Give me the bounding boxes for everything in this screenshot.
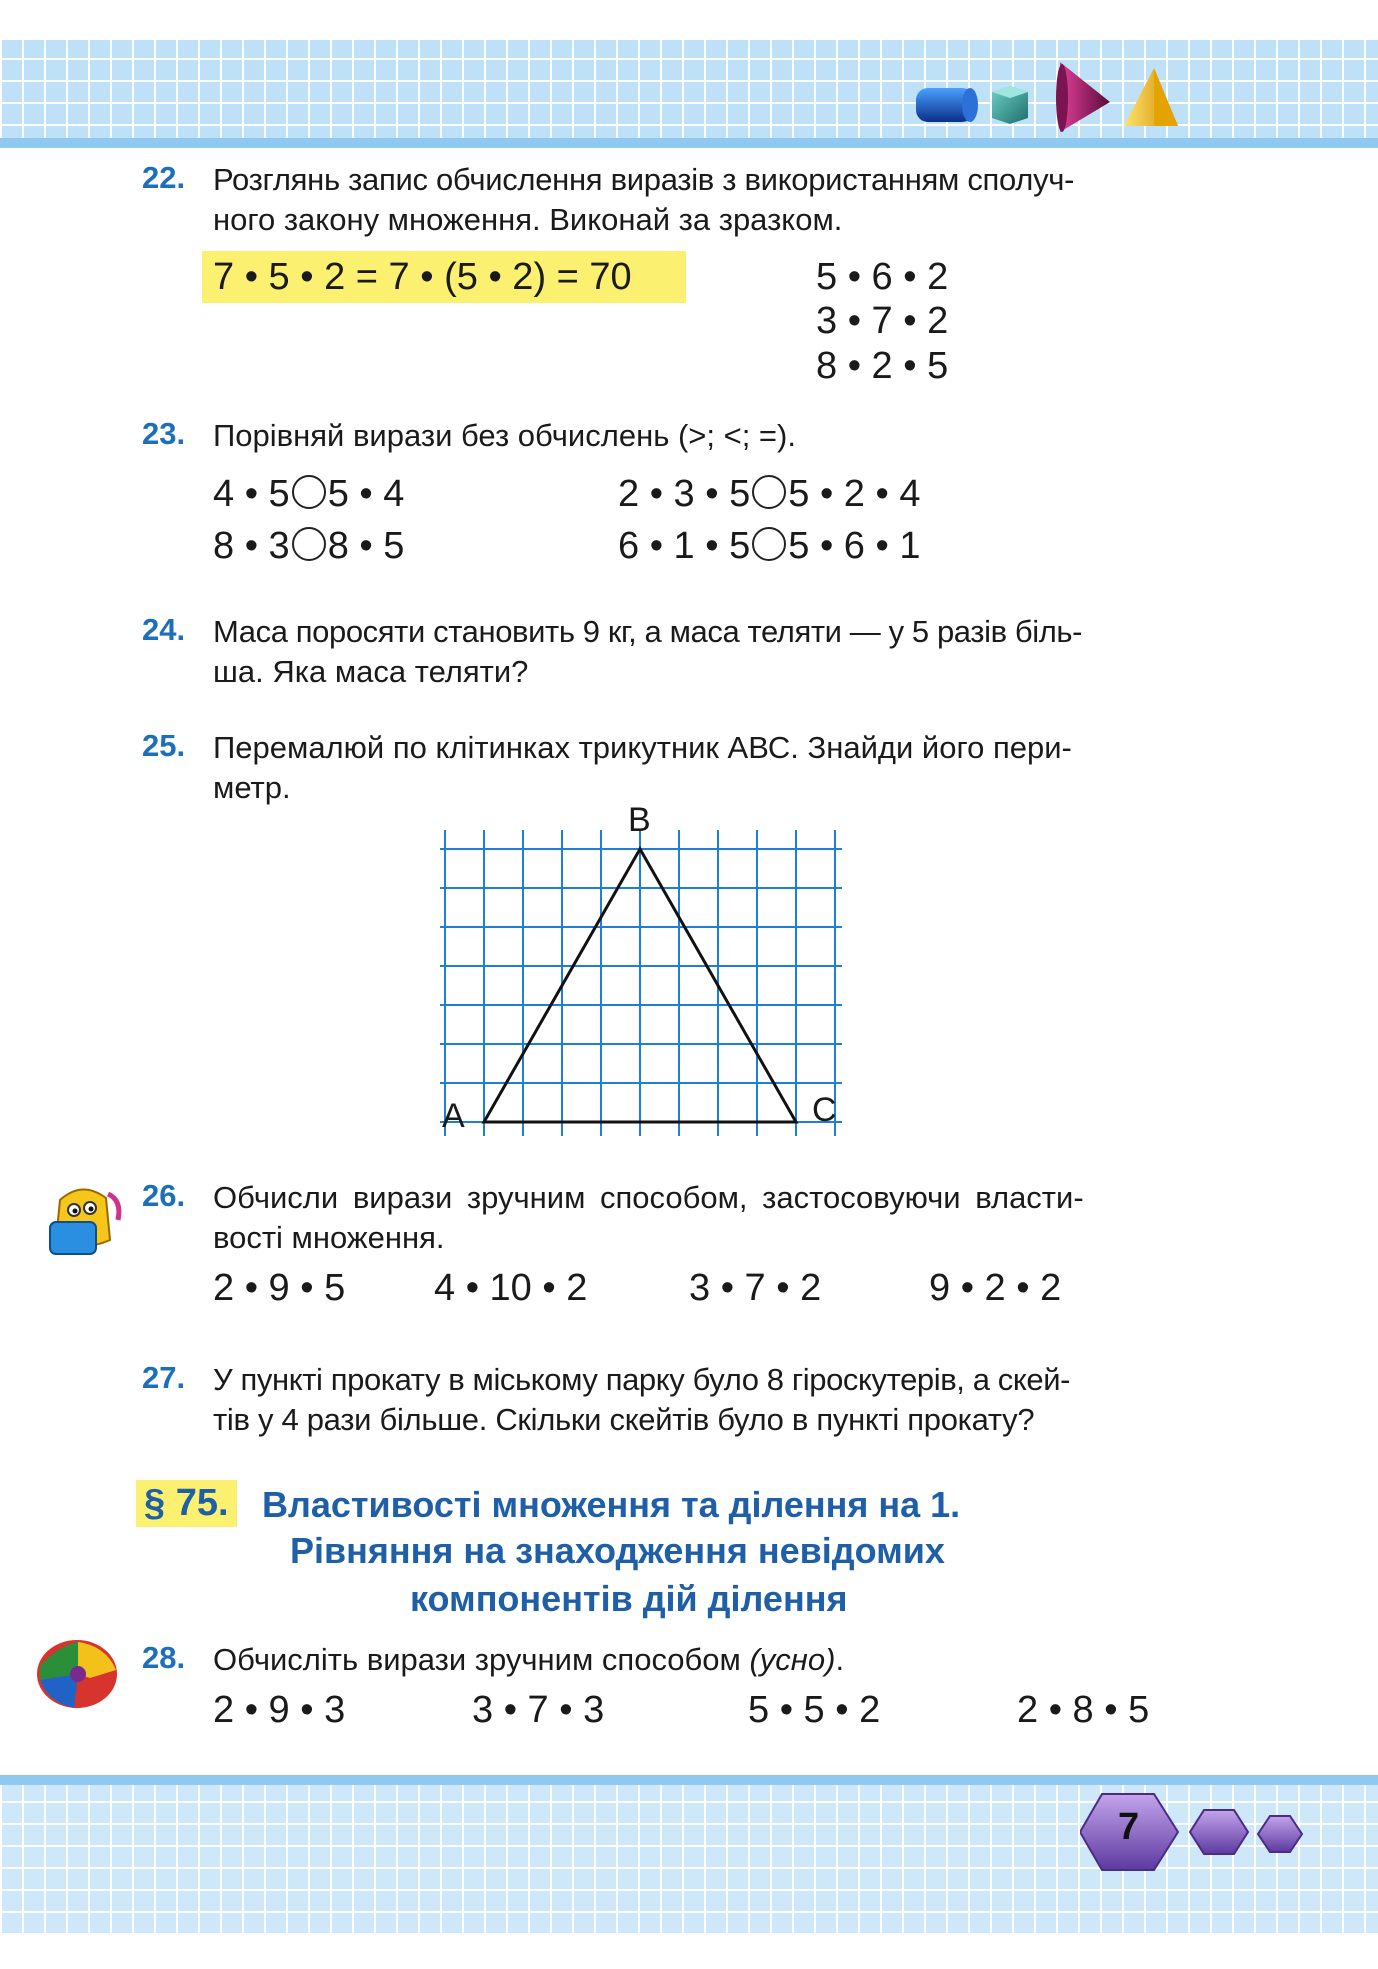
exercise-27-text-line2: тів у 4 рази більше. Скільки скейтів було в пункті прокату? [213, 1402, 1035, 1437]
exercise-25-text-line2: метр. [213, 770, 291, 805]
exercise-28-note: (усно) [749, 1642, 836, 1677]
comparison-right: 5 • 6 • 1 [788, 525, 921, 567]
exercise-25-number: 25. [142, 728, 186, 763]
exercise-26-text-line1: Обчисли вирази зручним способом, застосовуючи власти- [213, 1180, 1084, 1215]
exercise-28-period: . [835, 1642, 845, 1677]
comparison-circle[interactable] [292, 527, 326, 561]
exercise-28-text [213, 1640, 844, 1680]
comparison-circle[interactable] [292, 475, 326, 509]
exercise-28-item: 5 • 5 • 2 [748, 1689, 881, 1731]
comparison-row [618, 524, 921, 568]
exercise-26-item: 9 • 2 • 2 [929, 1267, 1062, 1309]
exercise-28-item: 3 • 7 • 3 [472, 1689, 605, 1731]
exercise-27-text-line1: У пункті прокату в міському парку було 8 гіроскутерів, а скей- [213, 1362, 1071, 1397]
exercise-22-item: 3 • 7 • 2 [816, 300, 949, 342]
exercise-28-text-main: Обчисліть вирази зручним способом [213, 1642, 741, 1677]
comparison-right: 5 • 2 • 4 [788, 473, 921, 515]
exercise-24-text-line2: ша. Яка маса теляти? [213, 654, 529, 689]
exercise-28-item: 2 • 8 • 5 [1017, 1689, 1150, 1731]
comparison-left: 8 • 3 [213, 525, 290, 567]
section-title-line2: Рівняння на знаходження невідомих [290, 1530, 945, 1571]
grid-lines [440, 830, 842, 1136]
vertex-label-c: C [812, 1091, 837, 1129]
comparison-left: 4 • 5 [213, 473, 290, 515]
exercise-22-number: 22. [142, 160, 186, 195]
puzzle-ball-icon [34, 1636, 120, 1712]
exercise-27-number: 27. [142, 1360, 186, 1395]
geometric-shapes-icon [912, 58, 1182, 138]
comparison-left: 6 • 1 • 5 [618, 525, 751, 567]
exercise-24-text-line1: Маса поросяти становить 9 кг, а маса теляти — у 5 разів біль- [213, 614, 1083, 649]
vertex-label-a: A [442, 1097, 465, 1135]
comparison-circle[interactable] [752, 527, 786, 561]
exercise-24-number: 24. [142, 612, 186, 647]
exercise-22-text-line1: Розглянь запис обчислення виразів з використанням сполуч- [213, 162, 1075, 197]
exercise-28-item: 2 • 9 • 3 [213, 1689, 346, 1731]
exercise-26-item: 4 • 10 • 2 [434, 1267, 588, 1309]
section-title-line3: компонентів дій ділення [410, 1578, 848, 1619]
comparison-right: 8 • 5 [327, 525, 405, 567]
hexagon-icon [1080, 1788, 1320, 1878]
exercise-22-item: 5 • 6 • 2 [816, 256, 949, 298]
comparison-circle[interactable] [752, 475, 786, 509]
exercise-22-item: 8 • 2 • 5 [816, 345, 949, 387]
exercise-23-number: 23. [142, 416, 186, 451]
exercise-23-text: Порівняй вирази без обчислень (>; <; =). [213, 418, 796, 453]
exercise-26-item: 3 • 7 • 2 [689, 1267, 822, 1309]
vertex-label-b: B [628, 801, 651, 839]
exercise-28-number: 28. [142, 1640, 186, 1675]
section-number: § 75. [136, 1480, 237, 1527]
exercise-26-item: 2 • 9 • 5 [213, 1267, 346, 1309]
comparison-right: 5 • 4 [327, 473, 405, 515]
comparison-left: 2 • 3 • 5 [618, 473, 751, 515]
exercise-22-text-line2: ного закону множення. Виконай за зразком. [213, 202, 843, 237]
page-number: 7 [1118, 1806, 1140, 1848]
comparison-row [213, 472, 404, 516]
exercise-26-number: 26. [142, 1178, 186, 1213]
backpack-mascot-icon [42, 1180, 126, 1260]
comparison-row [618, 472, 921, 516]
triangle-grid-figure [430, 800, 870, 1150]
exercise-22-sample: 7 • 5 • 2 = 7 • (5 • 2) = 70 [213, 256, 632, 298]
exercise-26-text-line2: вості множення. [213, 1220, 445, 1255]
comparison-row [213, 524, 404, 568]
exercise-25-text-line1: Перемалюй по клітинках трикутник АВС. Знайди його пери- [213, 730, 1072, 765]
section-title-line1: Властивості множення та ділення на 1. [262, 1484, 961, 1525]
